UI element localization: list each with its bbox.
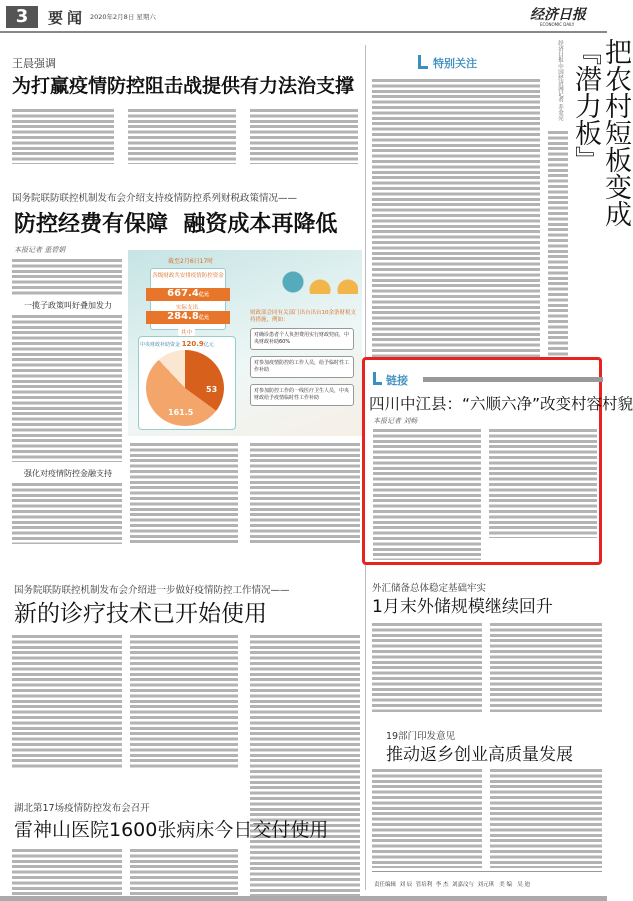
body-text <box>490 768 602 868</box>
body-text <box>372 78 540 358</box>
pie-label: 中央财政补助资金 120.9亿元 <box>140 340 214 348</box>
body-text <box>372 622 482 712</box>
body-text <box>373 428 481 560</box>
body-text <box>250 634 360 896</box>
special-tag: 特别关注 <box>433 57 477 70</box>
body-text <box>130 848 238 896</box>
kicker: 外汇储备总体稳定基础牢实 <box>372 583 487 594</box>
info-top-label: 截至2月6日17时 <box>168 258 214 265</box>
vertical-headline: 把农村短板变成『潜力板』 <box>570 38 631 227</box>
value: 284.8 <box>167 311 199 322</box>
byline: 本报记者 刘畅 <box>373 417 418 425</box>
kicker: 王晨强调 <box>12 57 56 70</box>
hex-icons <box>278 270 358 294</box>
info-bullet: 对确诊患者个人负担费用实行财政兜底，中央财政补助60% <box>250 328 354 350</box>
body-text <box>12 258 122 296</box>
headline: 推动返乡创业高质量发展 <box>386 745 573 765</box>
masthead-en: ECONOMIC DAILY <box>540 22 575 27</box>
section-name: 要闻 <box>48 9 87 27</box>
tag-rule <box>423 377 603 382</box>
kicker: 国务院联防联控机制发布会介绍支持疫情防控系列财税政策情况—— <box>12 193 298 204</box>
info-right-title: 财政部会同有关部门出台出台10余条财税支持措施，例如： <box>250 310 356 323</box>
body-text <box>490 622 602 712</box>
body-text <box>128 108 236 164</box>
bottom-shadow <box>0 896 607 901</box>
body-text <box>12 314 122 462</box>
highlight-box <box>362 357 633 565</box>
unit: 亿元 <box>198 292 209 298</box>
body-text <box>12 848 122 896</box>
headline: 四川中江县：“六顺六净”改变村容村貌 <box>369 395 633 413</box>
pie-bottom-value: 161.5 <box>168 408 194 417</box>
body-text <box>548 130 568 358</box>
kicker: 国务院联防联控机制发布会介绍进一步做好疫情防控工作情况—— <box>14 585 290 596</box>
byline: 本报记者 董碧娟 <box>14 246 66 254</box>
footer-rule <box>372 871 602 872</box>
headline: 1月末外储规模继续回升 <box>372 597 553 617</box>
value: 667.4 <box>167 288 199 299</box>
masthead-logo: 经济日报 <box>530 7 586 23</box>
value-bar <box>146 288 230 301</box>
info-box2-title: 实际支出 <box>176 305 199 311</box>
tag-icon <box>373 372 382 385</box>
info-bullet: 对参加防控工作的一线医疗卫生人员，中央财政给予疫情临时性工作补助 <box>250 384 354 406</box>
subhead: 强化对疫情防控金融支持 <box>24 469 112 478</box>
body-text <box>12 634 122 770</box>
header-rule <box>0 31 607 33</box>
info-box1-title: 各级财政共安排疫情防控资金 <box>152 273 224 279</box>
headline: 新的诊疗技术已开始使用 <box>14 601 267 627</box>
pie-inner-value: 53 <box>206 385 218 394</box>
unit: 亿元 <box>198 315 209 321</box>
kicker: 湖北第17场疫情防控发布会召开 <box>14 803 150 814</box>
info-bullet: 对参加疫情防控的工作人员，给予临时性工作补助 <box>250 356 354 378</box>
tag-icon <box>418 55 428 69</box>
subhead: 一揽子政策叫好叠加发力 <box>24 301 112 310</box>
headline: 雷神山医院1600张病床今日交付使用 <box>14 819 329 841</box>
body-text <box>12 482 122 544</box>
info-box3: 其中 <box>178 328 195 336</box>
body-text <box>12 108 114 164</box>
body-text <box>250 108 358 164</box>
footer-editors: 责任编辑 刘 辰 管培利 李 杰 刘嘉汶与 刘元琪 美 编 吴 迪 <box>374 882 530 888</box>
link-tag: 链接 <box>386 374 408 387</box>
page-number-box: 3 <box>6 6 38 28</box>
body-text <box>489 428 597 538</box>
body-text <box>250 442 360 544</box>
value-bar <box>146 311 230 324</box>
body-text <box>372 768 482 868</box>
body-text <box>130 442 238 544</box>
infographic <box>128 250 362 436</box>
headline: 为打赢疫情防控阻击战提供有力法治支撑 <box>12 75 355 97</box>
headline: 防控经费有保障 融资成本再降低 <box>14 212 338 237</box>
vertical-byline: 经济日报·中国经济网记者 乔金亮 <box>557 40 563 121</box>
issue-date: 2020年2月8日 星期六 <box>90 13 156 21</box>
body-text <box>130 634 238 770</box>
kicker: 19部门印发意见 <box>386 731 456 742</box>
